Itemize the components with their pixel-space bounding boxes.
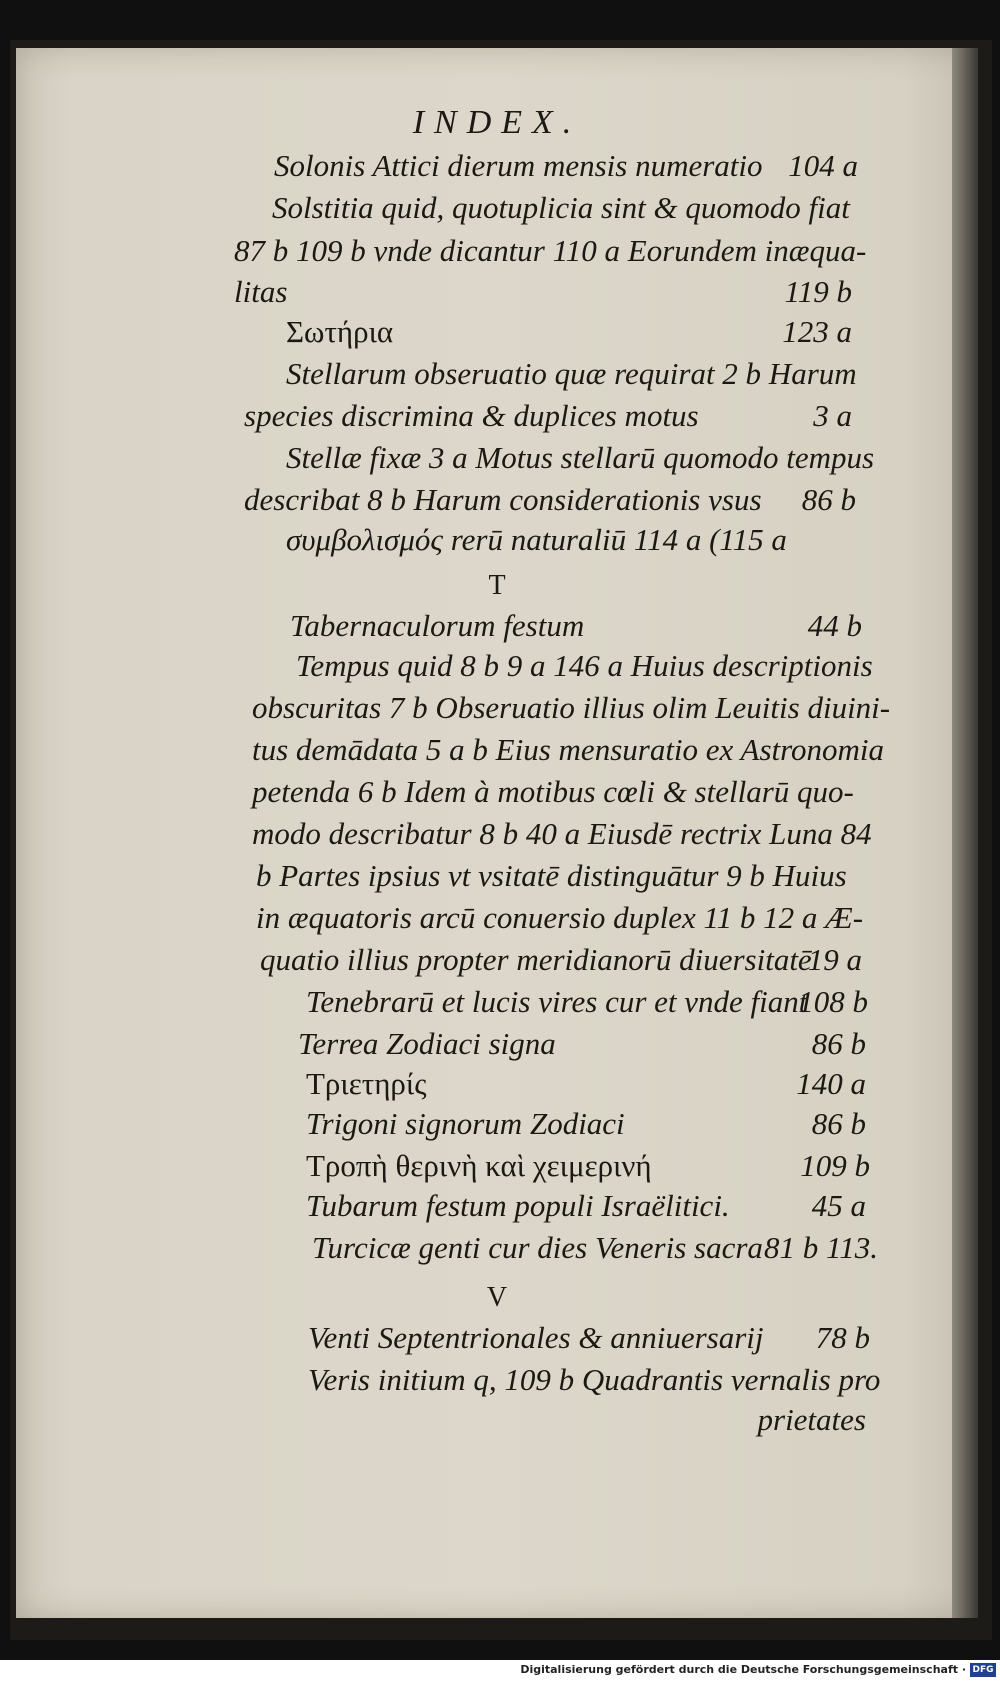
section-letter-v: V [486,1282,508,1313]
entry-ref: 3 a [813,398,852,433]
section-letter-t: T [488,570,506,601]
book-page [16,48,978,1618]
index-line [16,1066,978,1108]
entry-text: Veris initium q, 109 b Quadrantis vernalis pro [308,1362,881,1397]
entry-text: quatio illius propter meridianorū diuersitatē [260,942,812,977]
entry-text: Solstitia quid, quotuplicia sint & quomodo fiat [272,190,850,225]
entry-text: Tenebrarū et lucis vires cur et vnde fiant [306,984,808,1019]
index-line [16,732,978,774]
entry-text: in æquatoris arcū conuersio duplex 11 b 12 a Æ- [256,900,864,935]
entry-text: Solonis Attici dierum mensis numeratio [274,148,763,183]
index-line [16,274,978,316]
entry-ref: 109 b [800,1148,870,1183]
running-header: INDEX. [412,104,582,141]
entry-text: Terrea Zodiaci signa [298,1026,556,1061]
entry-ref: 104 a [788,148,858,183]
entry-ref: 140 a [796,1066,866,1101]
index-line [16,1362,978,1404]
index-line [16,648,978,690]
entry-text: tus demādata 5 a b Eius mensuratio ex Astronomia [252,732,885,767]
entry-ref: 81 b 113. [764,1230,878,1265]
entry-text: Stellarum obseruatio quæ requirat 2 b Harum [286,356,857,391]
index-line [16,1320,978,1362]
entry-text: Tubarum festum populi Israëlitici. [306,1188,730,1223]
entry-text: litas [234,274,288,309]
index-line [16,690,978,732]
index-line [16,942,978,984]
entry-ref: 78 b [815,1320,870,1355]
entry-text: modo describatur 8 b 40 a Eiusdē rectrix Luna 84 [252,816,872,851]
index-line [16,398,978,440]
entry-text: petenda 6 b Idem à motibus cœli & stellarū quo- [252,774,854,809]
index-line [16,984,978,1026]
catchword: prietates [757,1402,866,1437]
entry-ref: 45 a [811,1188,866,1223]
index-line [16,148,978,190]
entry-ref: 123 a [782,314,852,349]
index-line [16,1230,978,1272]
index-line [16,900,978,942]
entry-text: Tempus quid 8 b 9 a 146 a Huius descriptionis [296,648,873,683]
index-line [16,1148,978,1190]
index-line [16,190,978,232]
index-line [16,1106,978,1148]
entry-text: Τροπὴ θερινὴ καὶ χειμερινή [306,1148,652,1183]
index-line [16,314,978,356]
entry-text: Τριετηρίς [306,1066,427,1101]
index-line [16,356,978,398]
entry-text: b Partes ipsius vt vsitatē distinguātur 9 b Huius [256,858,847,893]
funding-credit: Digitalisierung gefördert durch die Deutsche Forschungsgemeinschaft · [520,1663,966,1676]
entry-ref: 86 b [811,1106,866,1141]
entry-text: species discrimina & duplices motus [244,398,699,433]
index-line [16,608,978,650]
index-line [16,816,978,858]
entry-ref: 86 b [801,482,856,517]
index-line [16,1402,978,1444]
index-line [16,522,978,564]
entry-text: συμβολισμός rerū naturaliū 114 a (115 a [286,522,787,557]
index-line [16,440,978,482]
index-line [16,1026,978,1068]
entry-text: Trigoni signorum Zodiaci [306,1106,625,1141]
entry-ref: 44 b [807,608,862,643]
index-line [16,774,978,816]
entry-ref: 108 b [798,984,868,1019]
entry-text: describat 8 b Harum considerationis vsus [244,482,762,517]
dfg-logo: DFG [970,1663,996,1677]
entry-ref: 119 b [784,274,852,309]
footer-bar [0,1660,1000,1681]
entry-ref: 86 b [811,1026,866,1061]
entry-text: Venti Septentrionales & anniuersarij [308,1320,764,1355]
entry-text: Tabernaculorum festum [290,608,585,643]
index-line [16,233,978,275]
index-line [16,482,978,524]
entry-text: Turcicæ genti cur dies Veneris sacra [312,1230,763,1265]
entry-text: 87 b 109 b vnde dicantur 110 a Eorundem inæqua- [234,233,867,268]
entry-text: obscuritas 7 b Obseruatio illius olim Leuitis diuini- [252,690,891,725]
index-line [16,858,978,900]
entry-ref: 19 a [807,942,862,977]
index-line [16,1188,978,1230]
entry-text: Stellæ fixæ 3 a Motus stellarū quomodo tempus [286,440,875,475]
entry-text: Σωτήρια [286,314,394,349]
index-text [16,48,978,1618]
